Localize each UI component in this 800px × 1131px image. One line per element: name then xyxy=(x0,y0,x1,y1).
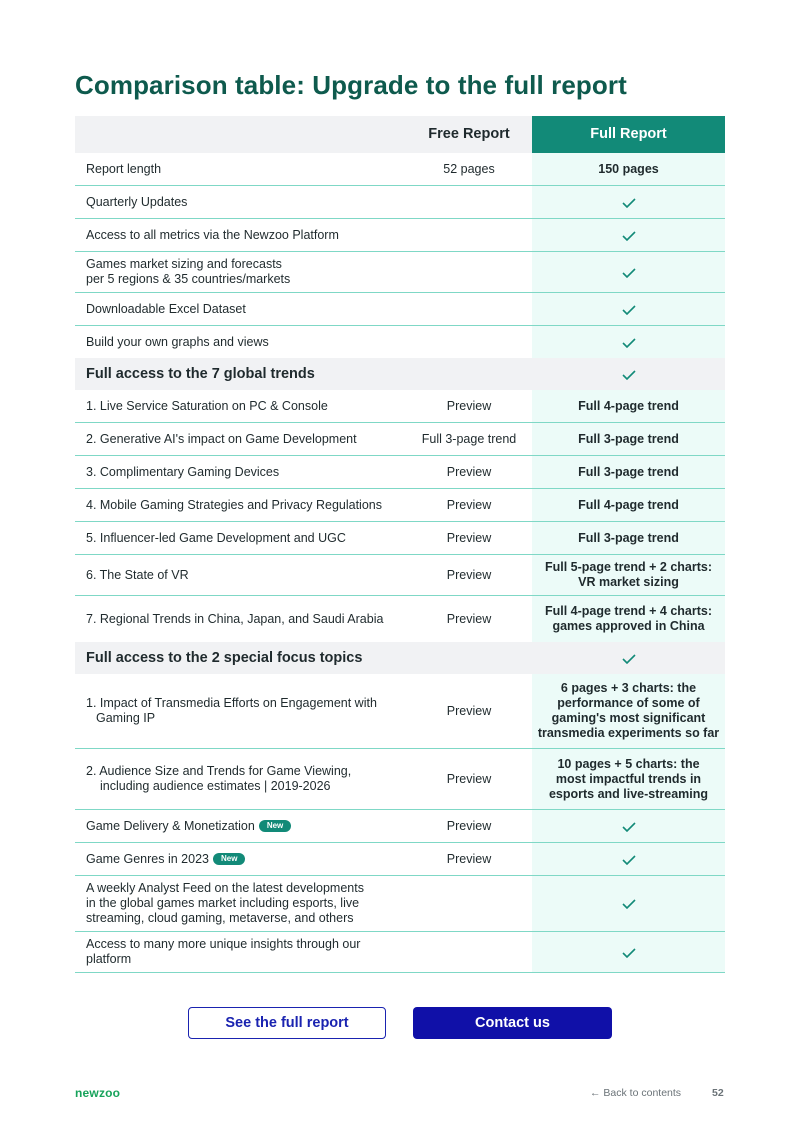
full-cell xyxy=(532,293,725,325)
full-cell xyxy=(532,186,725,218)
see-full-report-button[interactable]: See the full report xyxy=(188,1007,386,1039)
free-cell: Preview xyxy=(446,611,492,626)
free-cell xyxy=(406,219,532,251)
feature-cell: 7. Regional Trends in China, Japan, and Saudi Arabia xyxy=(86,611,384,626)
full-cell: Full 3-page trend xyxy=(532,423,725,455)
feature-line: including audience estimates | 2019-2026 xyxy=(100,779,331,793)
feature-line: Gaming IP xyxy=(96,711,156,725)
full-line: most impactful trends in xyxy=(555,771,702,786)
feature-line: 2. Audience Size and Trends for Game Viewing, xyxy=(86,764,352,778)
check-icon xyxy=(622,370,636,379)
full-line: performance of some of xyxy=(557,696,700,710)
back-to-contents-link[interactable]: ← Back to contents xyxy=(590,1087,682,1099)
check-icon xyxy=(622,654,636,663)
full-cell xyxy=(532,876,725,931)
header-free-report: Free Report xyxy=(406,116,532,153)
feature-cell xyxy=(75,252,406,292)
header-feature-cell xyxy=(75,116,406,153)
page-title: Comparison table: Upgrade to the full report xyxy=(75,70,627,100)
feature-cell xyxy=(75,932,406,972)
check-icon xyxy=(622,899,636,908)
full-cell xyxy=(532,219,725,251)
feature-line: Access to many more unique insights through our xyxy=(86,937,361,951)
table-row xyxy=(75,522,725,555)
table-row xyxy=(75,293,725,326)
full-line: games approved in China xyxy=(552,619,705,633)
feature-cell xyxy=(75,674,406,748)
feature-cell: Build your own graphs and views xyxy=(86,334,269,349)
full-cell xyxy=(532,326,725,358)
free-cell: Preview xyxy=(446,530,492,545)
full-line: VR market sizing xyxy=(578,575,679,589)
free-cell: Preview xyxy=(446,567,492,582)
feature-text: Game Genres in 2023 xyxy=(86,851,209,866)
table-row xyxy=(75,932,725,973)
full-cell: Full 4-page trend xyxy=(532,390,725,422)
table-row xyxy=(75,219,725,252)
full-line: 6 pages + 3 charts: the xyxy=(560,681,697,695)
feature-cell xyxy=(75,876,406,931)
table-row xyxy=(75,596,725,642)
full-cell xyxy=(532,932,725,972)
feature-cell: 4. Mobile Gaming Strategies and Privacy Regulations xyxy=(86,497,382,512)
newzoo-logo: newzoo xyxy=(75,1086,121,1100)
free-cell xyxy=(406,642,532,674)
free-cell xyxy=(406,876,532,931)
full-line: 10 pages + 5 charts: the xyxy=(557,756,700,771)
full-cell xyxy=(532,810,725,842)
table-row xyxy=(75,456,725,489)
feature-line: streaming, cloud gaming, metaverse, and others xyxy=(86,911,354,925)
table-row xyxy=(75,153,725,186)
new-badge: New xyxy=(259,820,291,832)
table-header xyxy=(75,116,725,153)
feature-cell xyxy=(75,810,406,842)
section-header-focus xyxy=(75,642,725,674)
feature-line: 1. Impact of Transmedia Efforts on Engagement with xyxy=(86,696,377,710)
free-cell xyxy=(406,186,532,218)
feature-text: Game Delivery & Monetization xyxy=(86,818,255,833)
full-line: gaming's most significant xyxy=(551,711,706,725)
section-header-trends xyxy=(75,358,725,390)
full-cell xyxy=(532,252,725,292)
full-cell: Full 3-page trend xyxy=(532,522,725,554)
free-cell: Preview xyxy=(446,398,492,413)
feature-cell xyxy=(75,749,406,809)
free-cell: Preview xyxy=(446,771,492,786)
table-row xyxy=(75,489,725,522)
check-icon xyxy=(622,855,636,864)
feature-cell: 6. The State of VR xyxy=(86,567,189,582)
feature-cell: 2. Generative AI's impact on Game Development xyxy=(86,431,357,446)
full-line: Full 5-page trend + 2 charts: xyxy=(544,560,713,574)
full-line: transmedia experiments so far xyxy=(537,726,720,740)
full-cell xyxy=(532,596,725,642)
full-cell: 150 pages xyxy=(532,153,725,185)
feature-cell: Quarterly Updates xyxy=(86,194,188,209)
feature-line: A weekly Analyst Feed on the latest developments xyxy=(86,881,364,895)
full-cell xyxy=(532,749,725,809)
header-full-report: Full Report xyxy=(532,116,725,153)
feature-cell: Downloadable Excel Dataset xyxy=(86,301,246,316)
full-line: Full 4-page trend + 4 charts: xyxy=(544,604,713,618)
check-icon xyxy=(622,338,636,347)
free-cell: Preview xyxy=(446,851,492,866)
feature-line: per 5 regions & 35 countries/markets xyxy=(86,272,291,286)
table-row xyxy=(75,749,725,810)
check-icon xyxy=(622,948,636,957)
page-number: 52 xyxy=(712,1087,724,1099)
feature-cell: 1. Live Service Saturation on PC & Console xyxy=(86,398,328,413)
free-cell: Preview xyxy=(446,497,492,512)
free-cell: 52 pages xyxy=(443,161,495,176)
check-icon xyxy=(622,268,636,277)
full-cell xyxy=(532,555,725,595)
table-row xyxy=(75,423,725,456)
check-icon xyxy=(622,198,636,207)
check-icon xyxy=(622,822,636,831)
free-cell: Preview xyxy=(446,464,492,479)
free-cell: Full 3-page trend xyxy=(421,431,517,446)
new-badge: New xyxy=(213,853,245,865)
feature-line: in the global games market including esports, live xyxy=(86,896,360,910)
free-cell xyxy=(406,358,532,390)
free-cell xyxy=(406,293,532,325)
table-row xyxy=(75,390,725,423)
full-cell xyxy=(532,843,725,875)
comparison-table xyxy=(75,116,725,973)
table-row xyxy=(75,186,725,219)
free-cell xyxy=(406,326,532,358)
free-cell: Preview xyxy=(446,818,492,833)
free-cell xyxy=(406,932,532,972)
section-title: Full access to the 7 global trends xyxy=(75,358,406,390)
table-row xyxy=(75,555,725,596)
section-title: Full access to the 2 special focus topics xyxy=(75,642,406,674)
feature-line: platform xyxy=(86,952,132,966)
table-row xyxy=(75,326,725,358)
free-cell xyxy=(406,252,532,292)
check-icon xyxy=(622,231,636,240)
table-row xyxy=(75,674,725,749)
full-cell xyxy=(532,674,725,748)
full-cell xyxy=(532,358,725,390)
table-row xyxy=(75,876,725,932)
table-row xyxy=(75,843,725,876)
feature-cell: 3. Complimentary Gaming Devices xyxy=(86,464,280,479)
full-cell: Full 3-page trend xyxy=(532,456,725,488)
feature-cell: 5. Influencer-led Game Development and UGC xyxy=(86,530,346,545)
check-icon xyxy=(622,305,636,314)
full-line: esports and live-streaming xyxy=(548,786,709,801)
feature-line: Games market sizing and forecasts xyxy=(86,257,282,271)
table-row xyxy=(75,810,725,843)
table-row xyxy=(75,252,725,293)
feature-cell xyxy=(75,843,406,875)
free-cell: Preview xyxy=(446,703,492,718)
feature-cell: Access to all metrics via the Newzoo Platform xyxy=(86,227,339,242)
full-cell xyxy=(532,642,725,674)
contact-us-button[interactable]: Contact us xyxy=(413,1007,612,1039)
full-cell: Full 4-page trend xyxy=(532,489,725,521)
feature-cell: Report length xyxy=(86,161,162,176)
